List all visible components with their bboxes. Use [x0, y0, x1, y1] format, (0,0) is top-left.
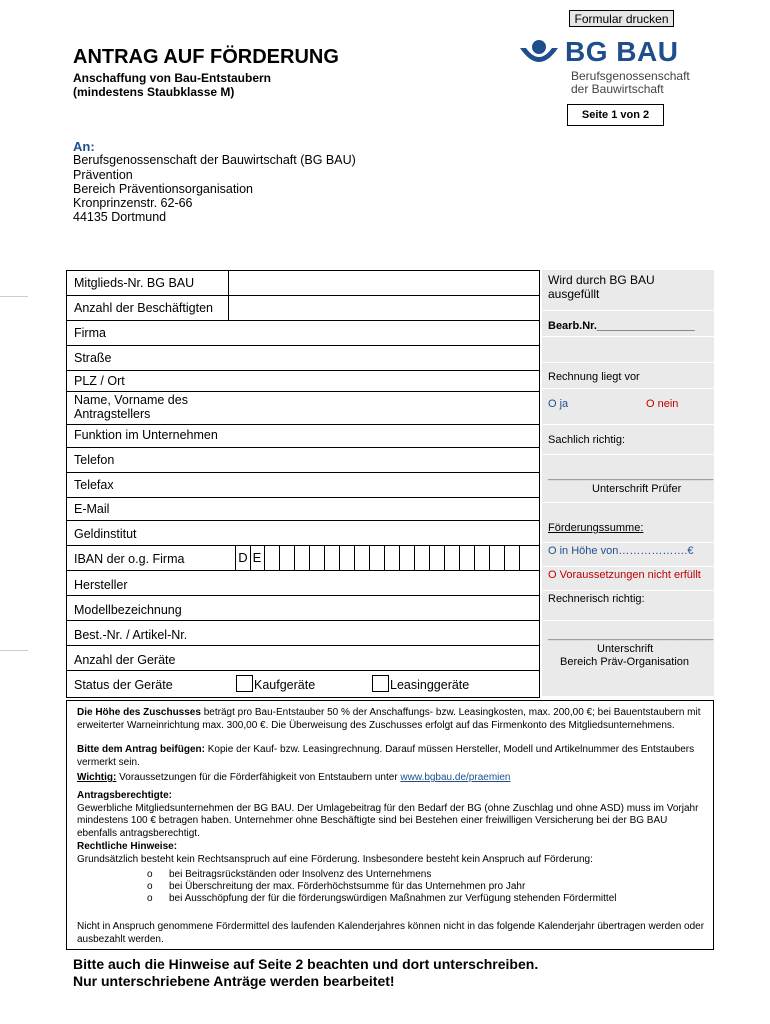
form-row-quantity — [67, 646, 539, 671]
requirements-not-met-option: O Voraussetzungen nicht erfüllt — [548, 569, 701, 581]
footer-notice: Bitte auch die Hinweise auf Seite 2 beachten und dort unterschreiben. — [73, 956, 539, 972]
note-attach — [77, 744, 705, 769]
note-heading: Rechtliche Hinweise: — [77, 841, 178, 852]
note-subsidy — [77, 707, 705, 732]
iban-char[interactable] — [505, 546, 520, 570]
invoice-present-label: Rechnung liegt vor — [548, 371, 640, 383]
field-label: Telefon — [74, 453, 115, 467]
iban-char[interactable] — [460, 546, 475, 570]
field-label: Antragstellers — [74, 407, 151, 421]
note-heading: Bitte dem Antrag beifügen: — [77, 744, 205, 755]
field-label: Anzahl der Beschäftigten — [74, 301, 213, 315]
form-row-email — [67, 498, 539, 521]
iban-char[interactable] — [490, 546, 505, 570]
notes-box — [66, 700, 714, 950]
bullet-item: bei Ausschöpfung der für die förderungswürdigen Maßnahmen zur Verfügung stehenden Fördermittel — [169, 893, 617, 904]
form-row-status — [67, 671, 539, 696]
bank-input[interactable] — [228, 521, 539, 545]
form-row-street — [67, 346, 539, 371]
form-row-company — [67, 321, 539, 346]
form-row-bank — [67, 521, 539, 546]
field-label: E-Mail — [74, 502, 110, 516]
signature-line: _________________________________ — [548, 470, 714, 480]
note-legal — [77, 841, 705, 866]
leasing-label: Leasinggeräte — [390, 678, 470, 692]
note-important — [77, 772, 705, 785]
iban-char[interactable] — [310, 546, 325, 570]
form-row-function — [67, 425, 539, 448]
form-row-employees — [67, 296, 539, 321]
phone-input[interactable] — [228, 448, 539, 472]
signature-line: _________________________________ — [548, 630, 714, 640]
form-row-model — [67, 596, 539, 621]
form-row-applicant — [67, 392, 539, 425]
fax-input[interactable] — [228, 473, 539, 497]
arithmetically-correct-label: Rechnerisch richtig: — [548, 593, 645, 605]
field-label: Firma — [74, 326, 106, 340]
field-label: Anzahl der Geräte — [74, 653, 176, 667]
subtitle-line2: (mindestens Staubklasse M) — [73, 85, 235, 99]
note-text: Gewerbliche Mitgliedsunternehmen der BG BAU. Der Umlagebeitrag für den Bedarf der BG (ohne Zuschlag und ohne ASD) muss im Vorjahr mindestens 100 € betragen haben. Unternehmer ohne Beschäftigte sind bei Bestehen einer freiwilligen Versicherung bei der BG BAU ebenfalls antragsberechtigt. — [77, 802, 699, 839]
employees-input[interactable] — [228, 296, 539, 320]
iban-char[interactable] — [400, 546, 415, 570]
note-eligible — [77, 790, 705, 840]
funding-amount-label: Förderungssumme: — [548, 522, 644, 534]
office-heading: ausgefüllt — [548, 287, 600, 301]
logo-subtitle: der Bauwirtschaft — [571, 82, 664, 96]
invoice-yes-option: O ja — [548, 398, 569, 410]
form-row-fax — [67, 473, 539, 498]
bullet-mark: o — [147, 881, 153, 892]
field-label: Hersteller — [74, 578, 128, 592]
logo-subtitle: Berufsgenossenschaft — [571, 69, 690, 83]
iban-char[interactable] — [340, 546, 355, 570]
logo-name: BG BAU — [565, 36, 679, 67]
bullet-item: bei Beitragsrückständen oder Insolvenz des Unternehmens — [169, 869, 432, 880]
note-text: beträgt pro Bau-Entstauber 50 % der Anschaffungs- bzw. Leasingkosten, max. 200,00 €; bei Bauentstaubern mit erweiterter Warneinrichtung max. 300,00 €. Die Überweisung des Zuschusses erfolgt auf das Firmenkonto des Mitgliedsunternehmens. — [77, 707, 701, 731]
examiner-signature-label: Unterschrift Prüfer — [592, 483, 682, 495]
iban-char: E — [250, 546, 265, 570]
purchase-checkbox[interactable] — [236, 675, 253, 692]
applicant-input[interactable] — [228, 392, 539, 424]
address-line: Berufsgenossenschaft der Bauwirtschaft (BG BAU) — [73, 153, 356, 167]
application-form — [66, 270, 540, 698]
iban-char[interactable] — [370, 546, 385, 570]
iban-char[interactable] — [445, 546, 460, 570]
leasing-checkbox[interactable] — [372, 675, 389, 692]
recipient-label: An: — [73, 139, 95, 154]
iban-char[interactable] — [325, 546, 340, 570]
signature-label: Unterschrift — [597, 643, 654, 655]
bullet-item: bei Überschreitung der max. Förderhöchstsumme für das Unternehmen pro Jahr — [169, 881, 526, 892]
address-line: 44135 Dortmund — [73, 210, 167, 224]
note-text: Grundsätzlich besteht kein Rechtsanspruch auf eine Förderung. Insbesondere besteht kein Anspruch auf Förderung: — [77, 853, 593, 865]
field-label: PLZ / Ort — [74, 374, 125, 388]
function-input[interactable] — [228, 425, 539, 447]
field-label: Best.-Nr. / Artikel-Nr. — [74, 628, 188, 642]
email-input[interactable] — [228, 498, 539, 520]
purchase-label: Kaufgeräte — [254, 678, 316, 692]
form-row-phone — [67, 448, 539, 473]
field-label: Modellbezeichnung — [74, 603, 182, 617]
address-line: Bereich Präventionsorganisation — [73, 182, 253, 196]
field-label: Telefax — [74, 478, 114, 492]
field-label: Geldinstitut — [74, 527, 137, 541]
model-input[interactable] — [228, 596, 539, 620]
note-heading: Antragsberechtigte: — [77, 790, 173, 801]
field-label: Name, Vorname des — [74, 393, 188, 407]
manufacturer-input[interactable] — [228, 571, 539, 595]
iban-char[interactable] — [415, 546, 430, 570]
field-label: Funktion im Unternehmen — [74, 428, 218, 442]
bullet-mark: o — [147, 869, 153, 880]
page-title: ANTRAG AUF FÖRDERUNG — [73, 46, 339, 68]
form-row-article-no — [67, 621, 539, 646]
field-label: Straße — [74, 351, 112, 365]
iban-char[interactable] — [280, 546, 295, 570]
article-no-input[interactable] — [228, 621, 539, 645]
invoice-no-option: O nein — [646, 398, 679, 410]
processing-number: Bearb.Nr.________________ — [548, 320, 695, 332]
office-heading: Wird durch BG BAU — [548, 273, 655, 287]
field-label: IBAN der o.g. Firma — [74, 552, 185, 566]
note-text: Voraussetzungen für die Förderfähigkeit von Entstaubern unter — [116, 772, 401, 783]
member-no-input[interactable] — [228, 271, 539, 295]
form-row-zip-city — [67, 371, 539, 392]
office-use-panel — [542, 270, 714, 696]
margin-mark — [0, 650, 28, 651]
bullet-mark: o — [147, 893, 153, 904]
form-row-member-no — [67, 271, 539, 296]
footer-notice: Nur unterschriebene Anträge werden bearbeitet! — [73, 973, 395, 989]
address-line: Kronprinzenstr. 62-66 — [73, 196, 193, 210]
form-row-manufacturer — [67, 571, 539, 596]
iban-char[interactable] — [265, 546, 280, 570]
iban-char[interactable] — [520, 546, 537, 570]
iban-char[interactable] — [385, 546, 400, 570]
note-heading: Wichtig: — [77, 772, 117, 783]
praemien-link[interactable]: www.bgbau.de/praemien — [400, 772, 511, 783]
quantity-input[interactable] — [228, 646, 539, 670]
iban-char[interactable] — [430, 546, 445, 570]
street-input[interactable] — [228, 346, 539, 370]
iban-char[interactable] — [355, 546, 370, 570]
margin-mark — [0, 296, 28, 297]
company-input[interactable] — [228, 321, 539, 345]
note-heading: Die Höhe des Zuschusses — [77, 707, 201, 718]
note-text: Kopie der Kauf- bzw. Leasingrechnung. Darauf müssen Hersteller, Modell und Artikelnummer des Entstaubers vermerkt sein. — [77, 744, 695, 768]
factually-correct-label: Sachlich richtig: — [548, 434, 626, 446]
zip-city-input[interactable] — [228, 371, 539, 391]
address-line: Prävention — [73, 168, 133, 182]
form-row-iban — [67, 546, 539, 571]
print-form-button[interactable]: Formular drucken — [569, 10, 674, 27]
iban-char: D — [235, 546, 251, 570]
iban-char[interactable] — [475, 546, 490, 570]
department-label: Bereich Präv-Organisation — [560, 656, 690, 668]
field-label: Status der Geräte — [74, 678, 173, 692]
amount-option: O in Höhe von……………….€ — [548, 545, 694, 557]
page-indicator: Seite 1 von 2 — [567, 104, 664, 126]
note-carryover: Nicht in Anspruch genommene Fördermittel des laufenden Kalenderjahres können nicht in das folgende Kalenderjahr übertragen werden oder ausbezahlt werden. — [77, 921, 705, 945]
bg-bau-logo-icon — [518, 38, 560, 72]
field-label: Mitglieds-Nr. BG BAU — [74, 276, 195, 290]
subtitle-line1: Anschaffung von Bau-Entstaubern — [73, 71, 272, 85]
iban-char[interactable] — [295, 546, 310, 570]
